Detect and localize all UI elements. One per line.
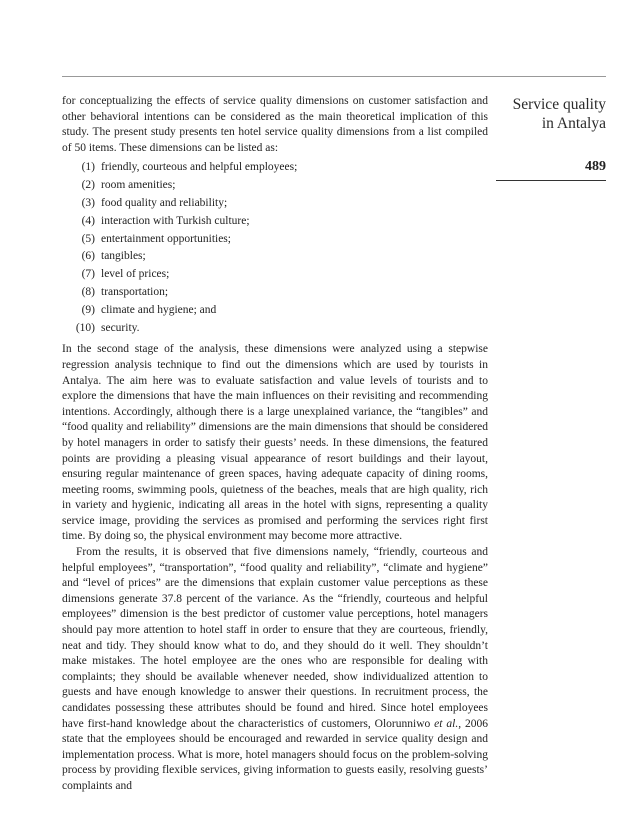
results-paragraph bbox=[62, 545, 488, 795]
list-item-text: room amenities; bbox=[101, 179, 176, 192]
list-item-number: (10) bbox=[75, 321, 95, 334]
list-item bbox=[62, 284, 488, 302]
list-item-number: (3) bbox=[81, 196, 95, 209]
list-item-number: (8) bbox=[81, 285, 95, 298]
analysis-paragraph: In the second stage of the analysis, these dimensions were analyzed using a stepwise regression analysis technique to find out the dimensions which are used by tourists in Antalya. The aim here was to evaluate satisfaction and value levels of tourists and to explore the dimensions that have the main influences on their revisiting and recommending intentions. Accordingly, although there is a large unexplained variance, the “tangibles” and “food quality and reliability” dimensions are the main dimensions that should be considered by hotel managers in order to satisfy their guests’ needs. In these dimensions, the featured points are providing a pleasing visual appearance of resort buildings and their layout, ensuring regular maintenance of green spaces, having adequate capacity of dining rooms, meeting rooms, swimming pools, quietness of the beaches, meals that are high quality, rich in variety and hygienic, indicating all areas in the hotel with signs, representing a quality service image, providing the services as promised and performing the services right first time. By doing so, the physical environment may become more attractive. bbox=[62, 343, 488, 543]
margin-column bbox=[496, 95, 606, 181]
list-item-number: (2) bbox=[81, 179, 95, 192]
list-item-text: interaction with Turkish culture; bbox=[101, 214, 250, 227]
list-item bbox=[62, 320, 488, 338]
list-item-text: friendly, courteous and helpful employees; bbox=[101, 161, 298, 174]
citation-et-al: et al. bbox=[434, 717, 459, 730]
list-item-number: (7) bbox=[81, 268, 95, 281]
list-item-text: climate and hygiene; and bbox=[101, 303, 217, 316]
results-text-after-citation: , 2006 state that the employees should be encouraged and rewarded in service quality design and implementation process. What is more, hotel managers should focus on the problem-solving process by providing flexible services, giving information to guests easily, resolving guests’ complaints and bbox=[62, 717, 489, 792]
list-item-number: (4) bbox=[81, 214, 95, 227]
list-item-number: (9) bbox=[81, 303, 95, 316]
list-item-number: (1) bbox=[81, 161, 95, 174]
list-item-text: security. bbox=[101, 321, 140, 334]
list-item-text: tangibles; bbox=[101, 250, 146, 263]
list-item-text: level of prices; bbox=[101, 268, 170, 281]
body-text bbox=[62, 94, 488, 795]
running-head bbox=[496, 95, 606, 133]
dimensions-list bbox=[62, 159, 488, 337]
list-item-text: food quality and reliability; bbox=[101, 196, 228, 209]
list-item-text: transportation; bbox=[101, 285, 169, 298]
list-item bbox=[62, 213, 488, 231]
list-item bbox=[62, 159, 488, 177]
intro-paragraph: for conceptualizing the effects of service quality dimensions on customer satisfaction and other behavioral intentions can be considered as the main theoretical implication of this study. The present study presents ten hotel service quality dimensions from a list compiled of 50 items. These dimensions can be listed as: bbox=[62, 95, 488, 154]
page-number: 489 bbox=[585, 159, 606, 174]
running-head-line-1: Service quality bbox=[512, 96, 606, 113]
list-item bbox=[62, 266, 488, 284]
list-item-text: entertainment opportunities; bbox=[101, 232, 231, 245]
header-rule bbox=[62, 76, 606, 77]
list-item bbox=[62, 231, 488, 249]
results-text-before-citation: From the results, it is observed that five dimensions namely, “friendly, courteous and helpful employees”, “transportation”, “food quality and reliability”, “climate and hygiene” and “level of prices” are the dimensions that explain customer value perceptions as these dimensions generate 37.8 percent of the variance. As the “friendly, courteous and helpful employees” dimension is the best predictor of customer value perceptions, hotel managers should pay more attention to hotel staff in order to ensure that they are courteous, friendly, neat and tidy. They should know what to do, and they should do it well. They shouldn’t make mistakes. The hotel employee are the ones who are responsible for dealing with complaints; they should be available whenever needed, show individualized attention to guests and have enough knowledge to answer their questions. In recruitment process, the candidates possessing these attributes should be found and hired. Since hotel employees have first-hand knowledge about the characteristics of customers, Olorunniwo bbox=[62, 546, 488, 730]
list-item bbox=[62, 302, 488, 320]
list-item bbox=[62, 195, 488, 213]
running-head-line-2: in Antalya bbox=[541, 115, 606, 132]
list-item bbox=[62, 248, 488, 266]
list-item-number: (5) bbox=[81, 232, 95, 245]
list-item-number: (6) bbox=[81, 250, 95, 263]
page-number-rule bbox=[496, 180, 606, 181]
list-item bbox=[62, 177, 488, 195]
